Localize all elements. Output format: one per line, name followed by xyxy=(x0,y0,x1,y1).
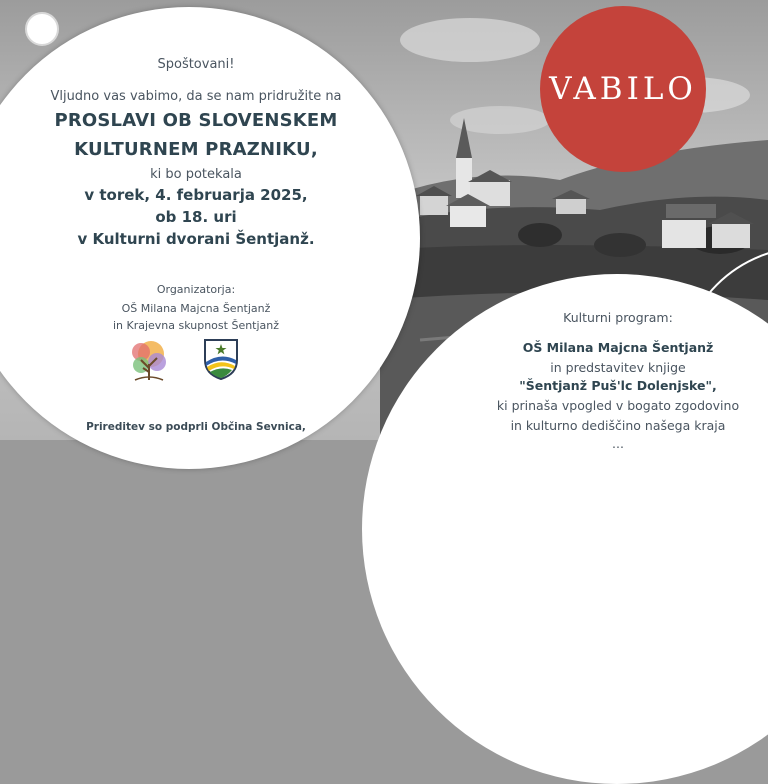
intro-text: Vljudno vas vabimo, da se nam pridružite na xyxy=(50,89,342,104)
organizer-school: OŠ Milana Majcna Šentjanž xyxy=(121,302,271,315)
connector-text: ki bo potekala xyxy=(150,167,242,182)
program-line1: in predstavitev knjige xyxy=(550,360,686,375)
event-venue: v Kulturni dvorani Šentjanž. xyxy=(77,230,315,248)
crest-icon xyxy=(203,338,239,380)
vabilo-title: VABILO xyxy=(549,71,697,107)
greeting: Spoštovani! xyxy=(157,57,235,72)
organizers-label: Organizatorja: xyxy=(156,283,236,296)
event-date: v torek, 4. februarja 2025, xyxy=(84,186,308,204)
book-title: "Šentjanž Puš'lc Dolenjske", xyxy=(519,378,717,393)
sponsors-text: Prireditev so podprli Občina Sevnica, xyxy=(86,421,306,433)
event-title-line1: PROSLAVI OB SLOVENSKEM xyxy=(54,110,338,131)
decorative-circle xyxy=(25,12,59,46)
program-label: Kulturni program: xyxy=(563,310,673,325)
program-line4: ... xyxy=(612,436,624,451)
program-line3: in kulturno dediščino našega kraja xyxy=(510,418,726,433)
event-title-line2: KULTURNEM PRAZNIKU, xyxy=(74,139,318,160)
event-time: ob 18. uri xyxy=(155,208,237,226)
organizer-community: in Krajevna skupnost Šentjanž xyxy=(112,319,280,332)
vabilo-badge xyxy=(540,6,706,172)
program-performer: OŠ Milana Majcna Šentjanž xyxy=(522,340,714,355)
program-line2: ki prinaša vpogled v bogato zgodovino xyxy=(496,398,740,413)
tree-logo-icon xyxy=(127,338,171,382)
